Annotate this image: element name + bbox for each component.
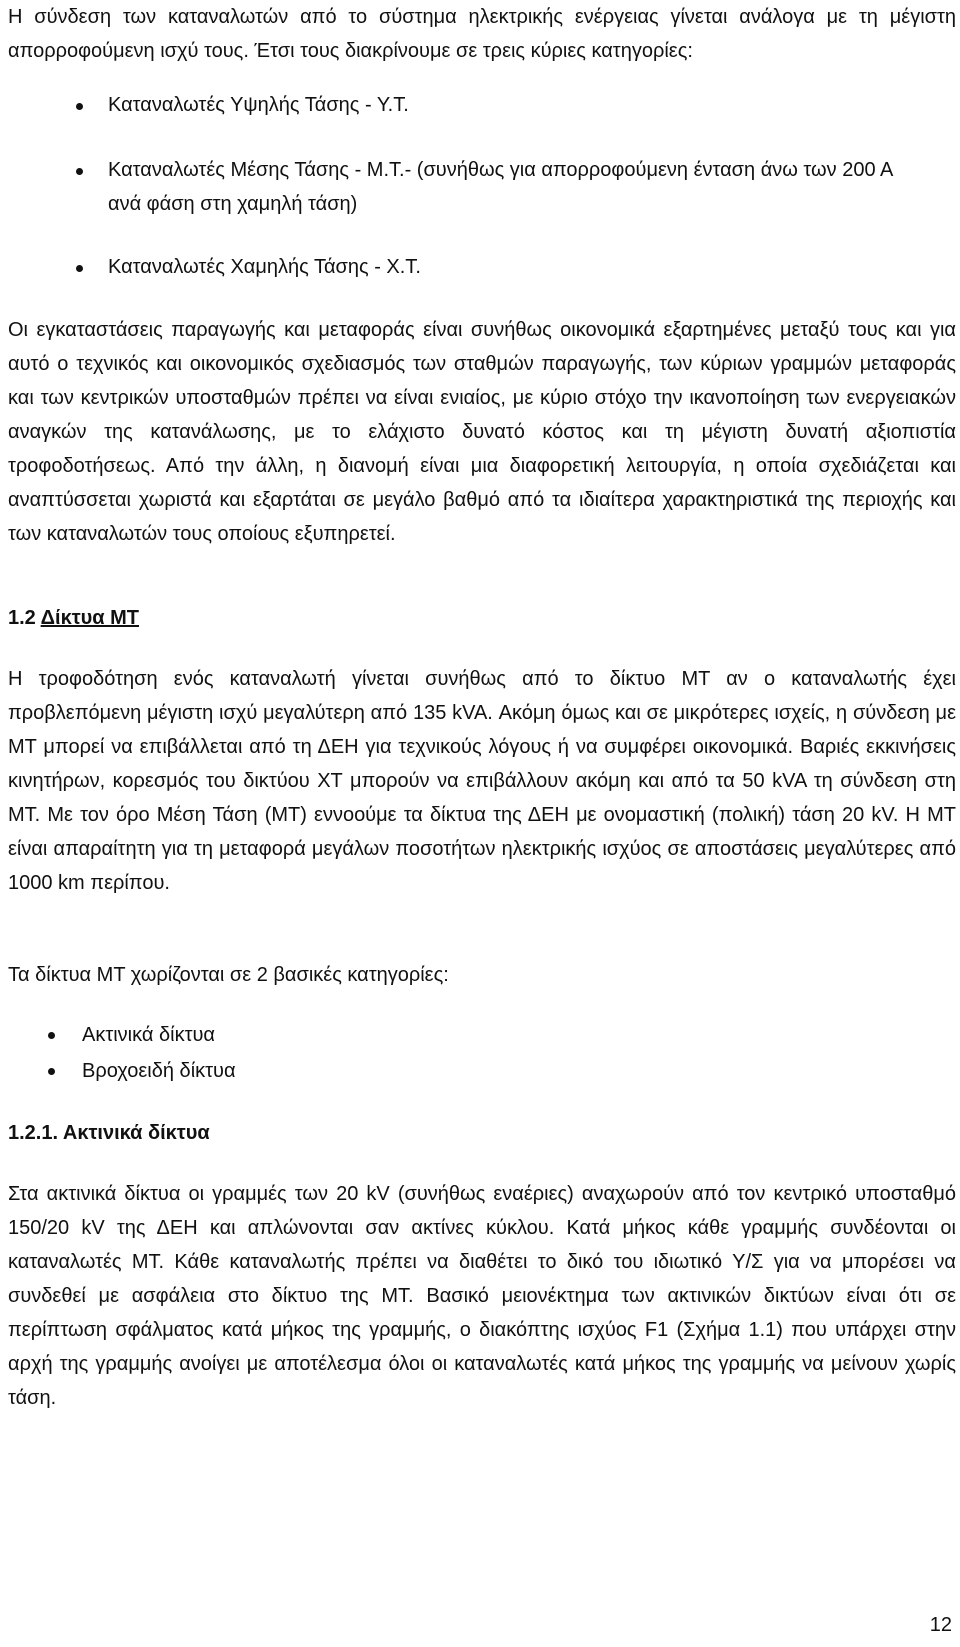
category-item-medium-voltage: Καταναλωτές Μέσης Τάσης - Μ.Τ.- (συνήθως για απορροφούμενη ένταση άνω των 200 Α ανά φάση στη χαμηλή τάση) xyxy=(108,159,893,215)
bullet-icon xyxy=(76,168,83,175)
section-number: 1.2.1. xyxy=(8,1122,59,1144)
bullet-icon xyxy=(48,1032,55,1039)
bullet-icon xyxy=(48,1068,55,1075)
mv-type-ring: Βροχοειδή δίκτυα xyxy=(82,1060,236,1082)
section-title: Ακτινικά δίκτυα xyxy=(62,1122,210,1144)
mv-type-radial: Ακτινικά δίκτυα xyxy=(82,1024,215,1046)
mv-types-intro: Τα δίκτυα ΜΤ χωρίζονται σε 2 βασικές κατηγορίες: xyxy=(8,964,449,986)
category-item-low-voltage: Καταναλωτές Χαμηλής Τάσης - Χ.Τ. xyxy=(108,256,421,278)
bullet-icon xyxy=(76,103,83,110)
mv-networks-paragraph: Η τροφοδότηση ενός καταναλωτή γίνεται συνήθως από το δίκτυο ΜΤ αν ο καταναλωτής έχει προβλεπόμενη μέγιστη ισχύ μεγαλύτερη από 135 kVA. Ακόμη όμως και σε μικρότερες ισχείς, η σύνδεση με ΜΤ μπορεί να επιβάλλεται από τη ΔΕΗ για τεχνικούς λόγους ή να συμφέρει οικονομικά. Βαριές εκκινήσεις κινητήρων, κορεσμός του δικτύου ΧΤ μπορούν να επιβάλλουν ακόμη και από τα 50 kVA τη σύνδεση στη ΜΤ. Με τον όρο Μέση Τάση (ΜΤ) εννοούμε τα δίκτυα της ΔΕΗ με ονομαστική (πολική) τάση 20 kV. Η ΜΤ είναι απαραίτητη για τη μεταφορά μεγάλων ποσοτήτων ηλεκτρικής ισχύος σε αποστάσεις μεγαλύτερες από 1000 km περίπου. xyxy=(8,668,956,894)
installations-paragraph: Οι εγκαταστάσεις παραγωγής και μεταφοράς είναι συνήθως οικονομικά εξαρτημένες μεταξύ τους και για αυτό ο τεχνικός και οικονομικός σχεδιασμός των σταθμών παραγωγής, των κύριων γραμμών μεταφοράς και των κεντρικών υποσταθμών πρέπει να είναι ενιαίος, με κύριο στόχο την ικανοποίηση των ενεργειακών αναγκών της κατανάλωσης, με το ελάχιστο δυνατό κόστος και τη μέγιστη δυνατή αξιοπιστία τροφοδοτήσεως. Από την άλλη, η διανομή είναι μια διαφορετική λειτουργία, η οποία σχεδιάζεται και αναπτύσσεται χωριστά και εξαρτάται σε μεγάλο βαθμό από τα ιδιαίτερα χαρακτηριστικά της περιοχής και των καταναλωτών τους οποίους εξυπηρετεί. xyxy=(8,319,956,545)
category-item-high-voltage: Καταναλωτές Υψηλής Τάσης - Υ.Τ. xyxy=(108,94,409,116)
bullet-icon xyxy=(76,265,83,272)
page-number: 12 xyxy=(929,1614,952,1636)
intro-paragraph: Η σύνδεση των καταναλωτών από το σύστημα ηλεκτρικής ενέργειας γίνεται ανάλογα με τη μέγιστη απορροφούμενη ισχύ τους. Έτσι τους διακρίνουμε σε τρεις κύριες κατηγορίες: xyxy=(8,6,956,62)
radial-networks-paragraph: Στα ακτινικά δίκτυα οι γραμμές των 20 kV (συνήθως εναέριες) αναχωρούν από τον κεντρικό υποσταθμό 150/20 kV της ΔΕΗ και απλώνονται σαν ακτίνες κύκλου. Κατά μήκος κάθε γραμμής συνδέονται οι καταναλωτές ΜΤ. Κάθε καταναλωτής πρέπει να διαθέτει το δικό του ιδιωτικό Υ/Σ για να μπορέσει να συνδεθεί με ασφάλεια στο δίκτυο της ΜΤ. Βασικό μειονέκτημα των ακτινικών δικτύων είναι ότι σε περίπτωση σφάλματος κατά μήκος της γραμμής, ο διακόπτης ισχύος F1 (Σχήμα 1.1) που υπάρχει στην αρχή της γραμμής ανοίγει με αποτέλεσμα όλοι οι καταναλωτές κατά μήκος της γραμμής να μείνουν χωρίς τάση. xyxy=(8,1183,956,1409)
section-title: Δίκτυα ΜΤ xyxy=(40,607,140,629)
section-number: 1.2 xyxy=(8,607,36,629)
section-heading-1-2 xyxy=(8,601,139,635)
section-heading-1-2-1 xyxy=(8,1116,210,1150)
